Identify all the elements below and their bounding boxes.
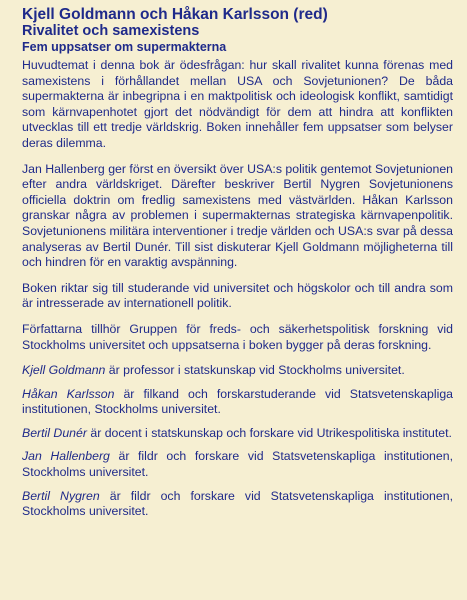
author-name: Håkan Karlsson (22, 386, 115, 401)
book-subtitle: Fem uppsatser om supermakterna (22, 40, 227, 54)
author-description: är docent i statskunskap och forskare vid Utrikespolitiska institutet. (86, 425, 452, 440)
intro-paragraph: Huvudtemat i denna bok är ödesfrågan: hur skall rivalitet kunna förenas med samexistens i förhållandet mellan USA och Sovjetunionen? De båda supermakterna är inbegripna i en maktpolitisk och ideologisk konflikt, samtidigt som kärnvapenhotet gjort det nödvändigt för dem att hindra att konflikten utvecklas till ett tredje världskrig. Boken innehåller fem uppsatser som belyser deras dilemma. (22, 58, 453, 150)
author-bio (22, 363, 453, 379)
author-bio (22, 489, 453, 520)
author-name: Kjell Goldmann (22, 363, 106, 378)
audience-paragraph: Boken riktar sig till studerande vid universitet och högskolor och till andra som är intresserade av internationell politik. (22, 280, 453, 311)
author-bio (22, 387, 453, 418)
author-name: Bertil Dunér (22, 425, 87, 440)
author-description: är filkand och forskarstuderande vid Statsvetenskapliga institutionen, Stockholms universitet. (22, 386, 454, 417)
author-description: är fildr och forskare vid Statsvetenskapliga institutionen, Stockholms universitet. (22, 488, 453, 519)
author-name: Bertil Nygren (22, 488, 100, 503)
author-bio (22, 449, 453, 480)
author-bio (22, 426, 453, 442)
author-description: är professor i statskunskap vid Stockholms universitet. (105, 363, 405, 378)
authors-group-paragraph: Författarna tillhör Gruppen för freds- och säkerhetspolitisk forskning vid Stockholms universitet och uppsatserna i boken bygger på deras forskning. (22, 321, 453, 352)
book-title: Rivalitet och samexistens (22, 23, 200, 39)
author-name: Jan Hallenberg (22, 449, 110, 464)
author-description: är fildr och forskare vid Statsvetenskapliga institutionen, Stockholms universitet. (22, 449, 453, 480)
contents-paragraph: Jan Hallenberg ger först en översikt över USA:s politik gentemot Sovjetunionen efter andra världskriget. Därefter beskriver Bertil Nygren Sovjetunionens officiella doktrin om fredlig samexistens med västvärlden. Håkan Karlsson granskar några av problemen i supermakternas strategiska kärnvapenpolitik. Sovjetunionens militära interventioner i tredje världen och USA:s svar på dessa analyseras av Bertil Dunér. Till sist diskuterar Kjell Goldmann möjligheterna till och hindren för en varaktig avspänning. (22, 161, 453, 270)
editors-title: Kjell Goldmann och Håkan Karlsson (red) (22, 6, 328, 23)
